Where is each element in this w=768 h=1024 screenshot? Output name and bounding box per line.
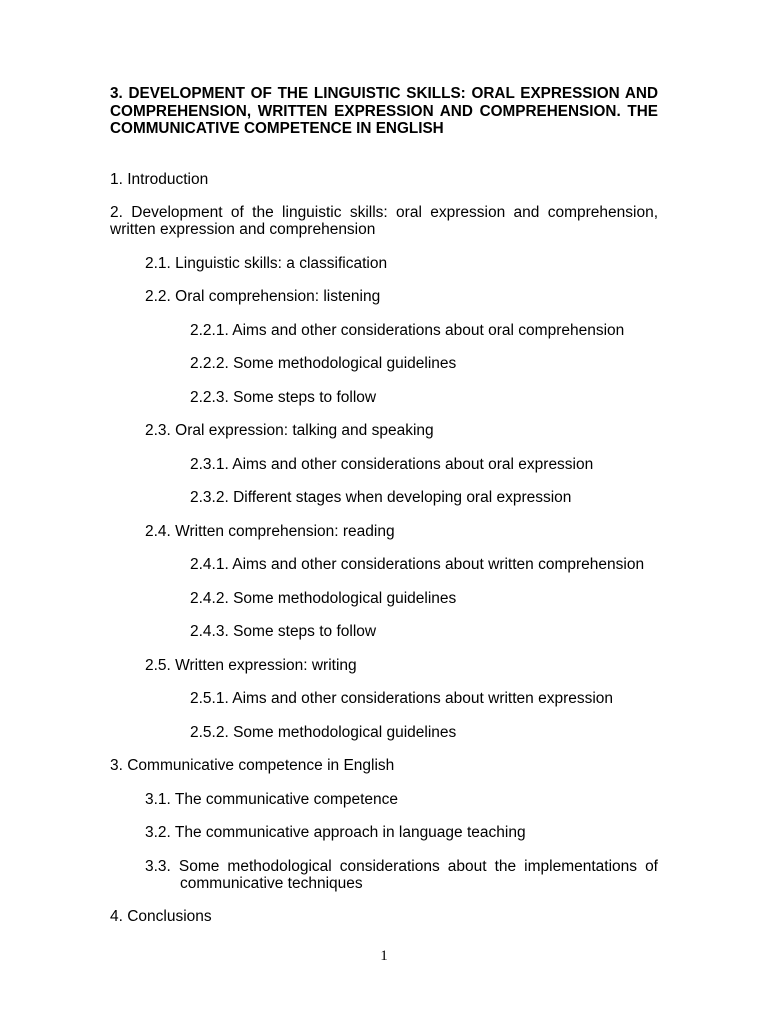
toc-entry-3-communicative-competence: 3. Communicative competence in English [110, 757, 395, 774]
toc-entry-2-linguistic-skills [110, 204, 658, 238]
toc-entry-2-3: 2.3. Oral expression: talking and speaking [145, 422, 434, 439]
toc-entry-3-1: 3.1. The communicative competence [145, 790, 399, 808]
toc-entry-4-conclusions: 4. Conclusions [110, 908, 212, 925]
title-line: COMPREHENSION, WRITTEN EXPRESSION AND COMPREHENSION. THE [110, 102, 658, 120]
title-line: 3. DEVELOPMENT OF THE LINGUISTIC SKILLS: ORAL EXPRESSION AND [110, 85, 658, 102]
toc-entry-2-3-1: 2.3.1. Aims and other considerations about oral expression [190, 455, 594, 473]
toc-entry-2-2-3: 2.2.3. Some steps to follow [190, 388, 377, 406]
toc-entry-2-2-2: 2.2.2. Some methodological guidelines [190, 355, 457, 372]
toc-entry-2-5: 2.5. Written expression: writing [145, 656, 357, 674]
toc-entry-2-5-1: 2.5.1. Aims and other considerations about written expression [190, 690, 614, 707]
toc-entry-3-3 [145, 858, 658, 892]
page-number: 1 [380, 948, 388, 964]
toc-entry-line: communicative techniques [180, 874, 363, 892]
toc-entry-2-4-2: 2.4.2. Some methodological guidelines [190, 589, 457, 607]
toc-entry-2-4-3: 2.4.3. Some steps to follow [190, 623, 377, 640]
toc-entry-line: 3.3. Some methodological considerations about the implementations of [145, 857, 658, 875]
toc-entry-3-2: 3.2. The communicative approach in language teaching [145, 824, 526, 841]
toc-entry-2-5-2: 2.5.2. Some methodological guidelines [190, 723, 457, 741]
toc-entry-2-4-1: 2.4.1. Aims and other considerations about written comprehension [190, 556, 645, 573]
toc-entry-2-2: 2.2. Oral comprehension: listening [145, 288, 381, 305]
title-line: COMMUNICATIVE COMPETENCE IN ENGLISH [110, 120, 444, 137]
toc-entry-line: written expression and comprehension [110, 221, 376, 238]
toc-entry-line: 2. Development of the linguistic skills: oral expression and comprehension, [110, 204, 658, 221]
document-title [110, 85, 658, 138]
table-of-contents [110, 85, 658, 925]
toc-entry-2-2-1: 2.2.1. Aims and other considerations about oral comprehension [190, 321, 625, 339]
toc-entry-2-3-2: 2.3.2. Different stages when developing oral expression [190, 489, 572, 506]
toc-entry-2-1: 2.1. Linguistic skills: a classification [145, 254, 388, 272]
toc-entry-2-4: 2.4. Written comprehension: reading [145, 522, 395, 540]
toc-entry-1-introduction: 1. Introduction [110, 170, 209, 188]
